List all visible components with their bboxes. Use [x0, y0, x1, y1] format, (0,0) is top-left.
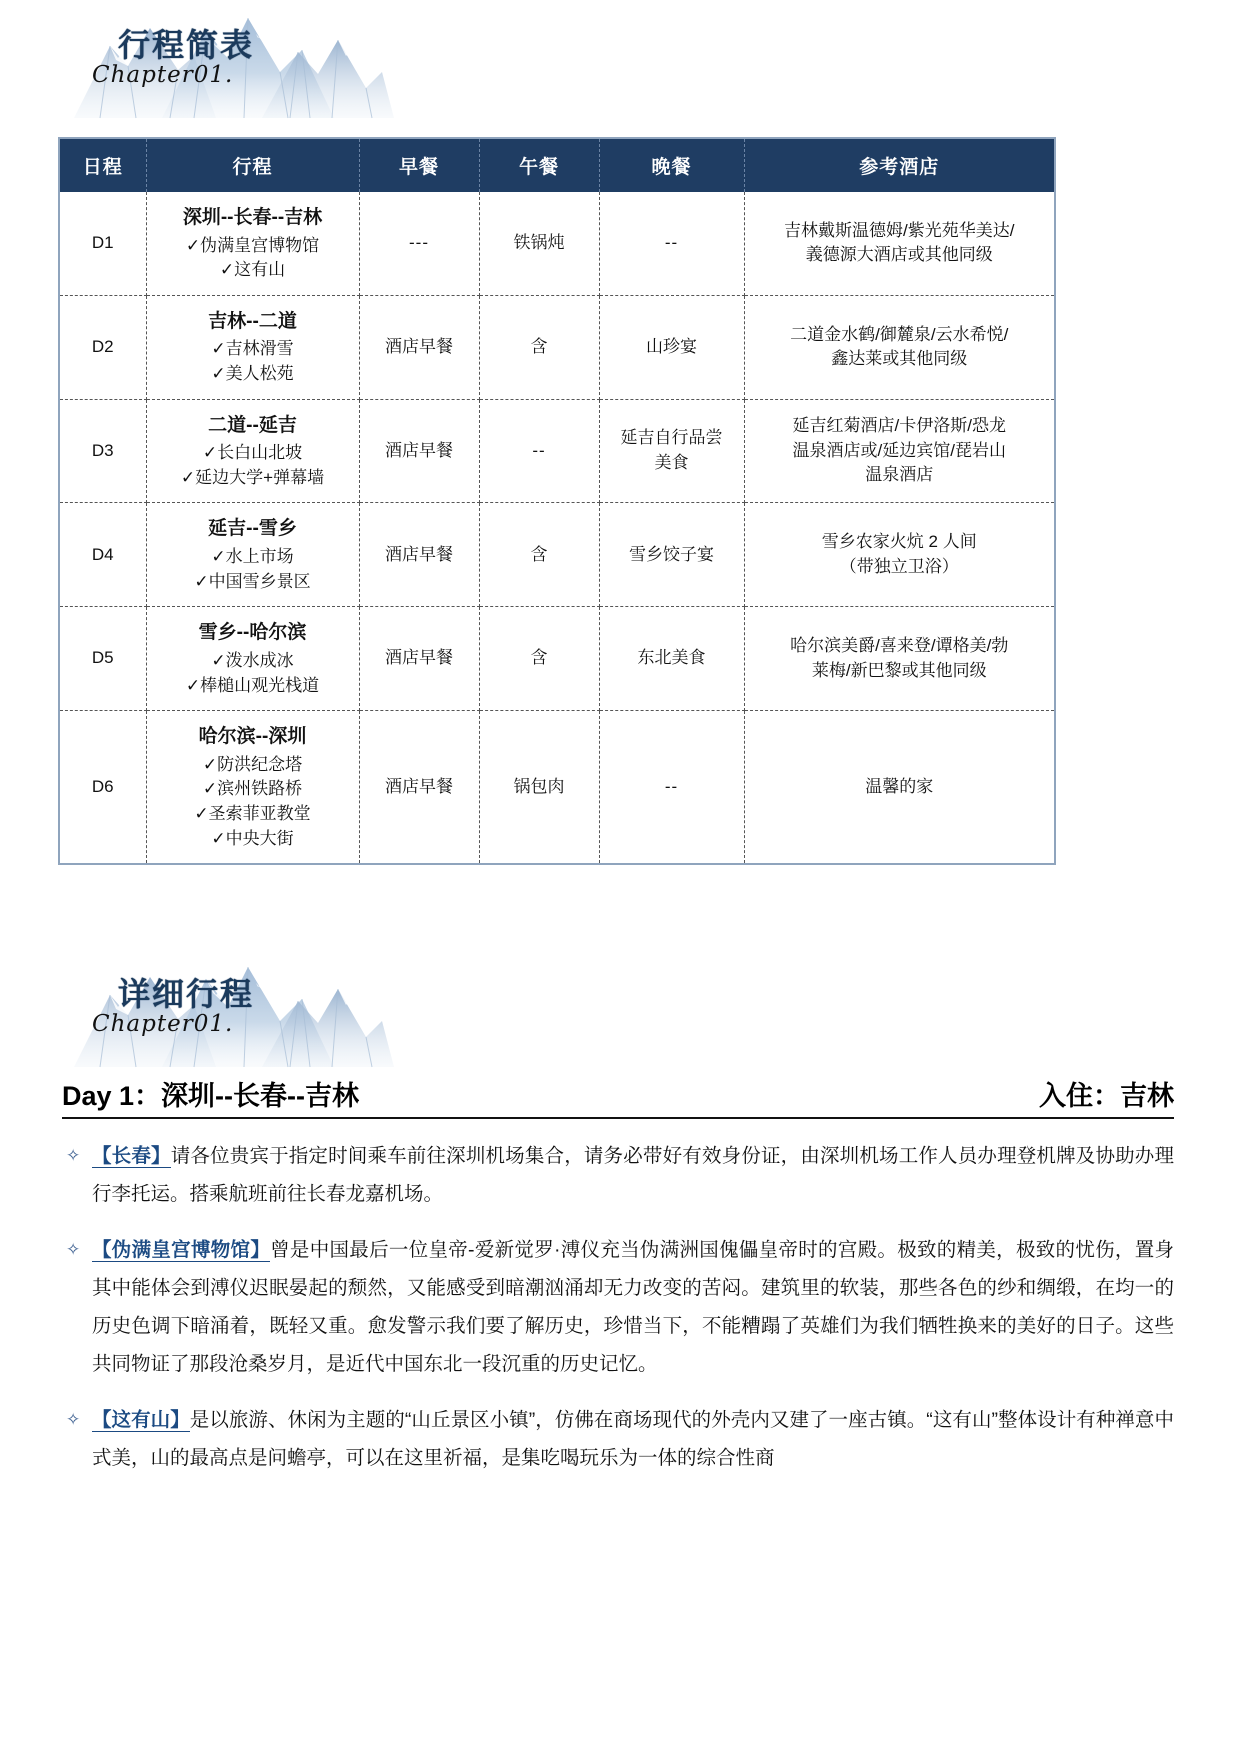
hotel-line: 哈尔滨美爵/喜来登/谭格美/勃	[790, 636, 1009, 656]
hotel-line: 吉林戴斯温德姆/紫光苑华美达/	[784, 220, 1015, 240]
detail-paragraphs	[0, 1137, 1236, 1477]
cell-lunch: 含	[479, 607, 599, 711]
table-row	[60, 503, 1054, 607]
cell-hotel	[744, 192, 1054, 295]
route-item: ✓滨州铁路桥	[202, 779, 303, 799]
paragraph-text: 曾是中国最后一位皇帝-爱新觉罗·溥仪充当伪满洲国傀儡皇帝时的宫殿。极致的精美，极致的忧伤，置身其中能体会到溥仪迟眠晏起的颓然，又能感受到暗潮汹涌却无力改变的苦闷。建筑里的软装，那些各色的纱和绸缎，在均一的历史色调下暗涌着，既轻又重。愈发警示我们要了解历史，珍惜当下，不能糟蹋了英雄们为我们牺牲换来的美好的日子。这些共同物证了那段沧桑岁月，是近代中国东北一段沉重的历史记忆。	[92, 1239, 1174, 1376]
cell-breakfast: ---	[359, 192, 479, 295]
day-heading	[62, 1074, 1174, 1119]
table-row	[60, 295, 1054, 399]
route-item: ✓这有山	[219, 260, 286, 280]
diamond-bullet-icon: ✧	[66, 1146, 81, 1166]
table-row	[60, 607, 1054, 711]
route-title: 深圳--长春--吉林	[182, 207, 323, 228]
cell-route	[146, 711, 359, 864]
cell-dinner: 东北美食	[599, 607, 744, 711]
hotel-line: 義德源大酒店或其他同级	[805, 245, 993, 265]
cell-route	[146, 295, 359, 399]
cell-day: D2	[60, 295, 146, 399]
cell-hotel	[744, 295, 1054, 399]
route-item: ✓棒槌山观光栈道	[185, 675, 320, 695]
cell-hotel	[744, 503, 1054, 607]
chapter-title: 详细行程	[118, 976, 255, 1013]
cell-dinner: --	[599, 711, 744, 864]
column-header-route: 行程	[146, 139, 359, 192]
cell-day: D6	[60, 711, 146, 864]
column-header-dinner: 晚餐	[599, 139, 744, 192]
cell-dinner: 雪乡饺子宴	[599, 503, 744, 607]
cell-hotel	[744, 711, 1054, 864]
route-item: ✓圣索菲亚教堂	[194, 803, 311, 823]
day-title: Day 1：深圳--长春--吉林	[62, 1081, 360, 1112]
chapter-subtitle: Chapter01.	[92, 1011, 234, 1038]
cell-hotel	[744, 399, 1054, 503]
paragraph	[62, 1231, 1174, 1383]
cell-lunch: 含	[479, 295, 599, 399]
paragraph	[62, 1401, 1174, 1477]
hotel-line: 鑫达莱或其他同级	[831, 349, 968, 369]
paragraph-tag: 【长春】	[92, 1145, 171, 1168]
route-item: ✓中国雪乡景区	[194, 571, 311, 591]
itinerary-table-container	[58, 137, 1056, 865]
diamond-bullet-icon: ✧	[66, 1410, 81, 1430]
table-row	[60, 711, 1054, 864]
route-title: 雪乡--哈尔滨	[198, 622, 307, 644]
chapter-header-summary	[66, 0, 396, 125]
route-item: ✓吉林滑雪	[211, 339, 294, 359]
route-title: 延吉--雪乡	[208, 518, 297, 540]
hotel-line: 延吉红菊酒店/卡伊洛斯/恐龙	[792, 416, 1006, 436]
table-body	[60, 192, 1054, 863]
route-title: 吉林--二道	[208, 310, 297, 332]
cell-day: D4	[60, 503, 146, 607]
paragraph-text: 是以旅游、休闲为主题的“山丘景区小镇”，仿佛在商场现代的外壳内又建了一座古镇。“这有山”整体设计有种禅意中式美，山的最高点是问蟾亭，可以在这里祈福，是集吃喝玩乐为一体的综合性商	[92, 1409, 1174, 1470]
route-item: ✓美人松苑	[211, 364, 294, 384]
route-item: ✓伪满皇宫博物馆	[185, 235, 320, 255]
cell-day: D5	[60, 607, 146, 711]
cell-breakfast: 酒店早餐	[359, 399, 479, 503]
chapter-header-detail	[66, 949, 396, 1074]
cell-day: D3	[60, 399, 146, 503]
chapter-title: 行程简表	[118, 27, 255, 63]
hotel-line: 莱梅/新巴黎或其他同级	[811, 660, 987, 680]
route-item: ✓中央大街	[211, 828, 294, 848]
table-row	[60, 192, 1054, 295]
hotel-line: 温馨的家	[865, 776, 934, 796]
paragraph-tag: 【这有山】	[92, 1409, 190, 1432]
cell-dinner: 山珍宴	[599, 295, 744, 399]
route-item: ✓泼水成冰	[211, 650, 294, 670]
paragraph-text: 请各位贵宾于指定时间乘车前往深圳机场集合，请务必带好有效身份证，由深圳机场工作人员办理登机牌及协助办理行李托运。搭乘航班前往长春龙嘉机场。	[92, 1145, 1174, 1206]
route-item: ✓水上市场	[211, 547, 294, 567]
day-lodging: 入住：吉林	[1039, 1081, 1174, 1112]
hotel-line: 温泉酒店或/延边宾馆/琵岩山	[792, 440, 1006, 460]
cell-dinner: --	[599, 192, 744, 295]
hotel-line: （带独立卫浴）	[839, 556, 959, 576]
cell-breakfast: 酒店早餐	[359, 607, 479, 711]
cell-dinner: 延吉自行品尝 美食	[599, 399, 744, 503]
cell-route	[146, 503, 359, 607]
cell-day: D1	[60, 192, 146, 295]
column-header-breakfast: 早餐	[359, 139, 479, 192]
column-header-day: 日程	[60, 139, 146, 192]
paragraph-tag: 【伪满皇宫博物馆】	[92, 1239, 271, 1262]
route-title: 二道--延吉	[208, 414, 297, 436]
column-header-hotel: 参考酒店	[744, 139, 1054, 192]
hotel-line: 温泉酒店	[865, 465, 934, 485]
cell-route	[146, 607, 359, 711]
route-item: ✓长白山北坡	[202, 443, 303, 463]
itinerary-table	[60, 139, 1054, 863]
chapter-subtitle: Chapter01.	[92, 62, 234, 88]
cell-breakfast: 酒店早餐	[359, 711, 479, 864]
cell-hotel	[744, 607, 1054, 711]
table-header-row	[60, 139, 1054, 192]
cell-breakfast: 酒店早餐	[359, 503, 479, 607]
table-row	[60, 399, 1054, 503]
route-item: ✓防洪纪念塔	[202, 754, 303, 774]
cell-route	[146, 399, 359, 503]
hotel-line: 二道金水鹤/御麓泉/云水希悦/	[790, 324, 1009, 344]
cell-breakfast: 酒店早餐	[359, 295, 479, 399]
route-title: 哈尔滨--深圳	[198, 726, 307, 748]
diamond-bullet-icon: ✧	[66, 1240, 81, 1260]
hotel-line: 雪乡农家火炕 2 人间	[821, 532, 977, 552]
paragraph	[62, 1137, 1174, 1213]
cell-route	[146, 192, 359, 295]
cell-lunch: --	[479, 399, 599, 503]
cell-lunch: 锅包肉	[479, 711, 599, 864]
route-item: ✓延边大学+弹幕墙	[180, 467, 325, 487]
cell-lunch: 铁锅炖	[479, 192, 599, 295]
column-header-lunch: 午餐	[479, 139, 599, 192]
cell-lunch: 含	[479, 503, 599, 607]
